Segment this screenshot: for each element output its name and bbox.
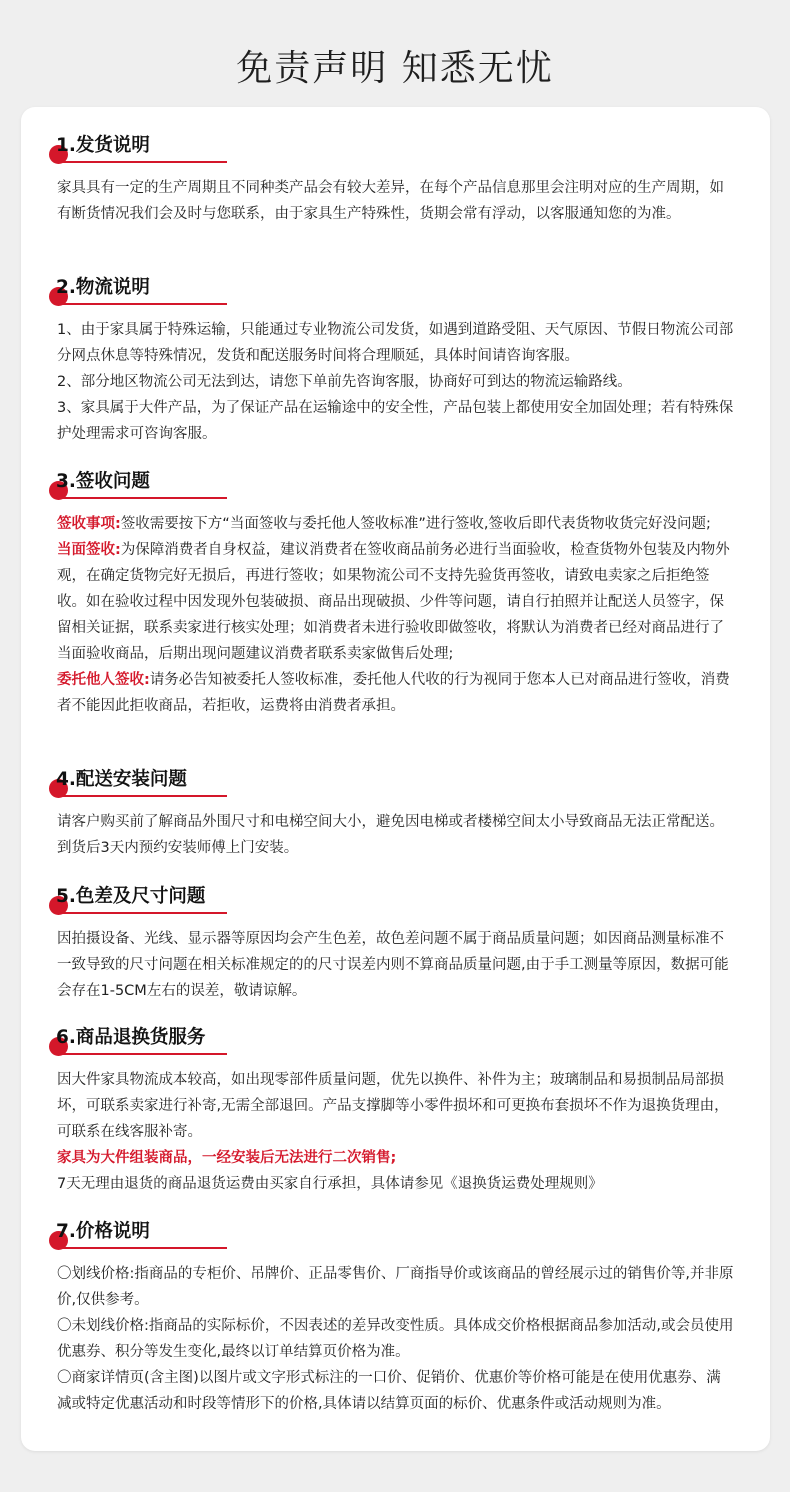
paragraph [57, 1145, 734, 1171]
paragraph: 〇划线价格:指商品的专柜价、吊牌价、正品零售价、厂商指导价或该商品的曾经展示过的销售价等,并非原价,仅供参考。 [57, 1266, 734, 1308]
title-underline [58, 1053, 227, 1055]
paragraph: 家具具有一定的生产周期且不同种类产品会有较大差异，在每个产品信息那里会注明对应的生产周期，如有断货情况我们会及时与您联系，由于家具生产特殊性，货期会常有浮动，以客服通知您的为准。 [57, 180, 724, 222]
paragraph: 1、由于家具属于特殊运输，只能通过专业物流公司发货，如遇到道路受阻、天气原因、节假日物流公司部分网点休息等特殊情况，发货和配送服务时间将合理顺延，具体时间请咨询客服。 [57, 322, 734, 364]
paragraph: 请客户购买前了解商品外围尺寸和电梯空间大小，避免因电梯或者楼梯空间太小导致商品无法正常配送。到货后3天内预约安装师傅上门安装。 [57, 814, 724, 856]
section-body [21, 809, 770, 861]
section-body [21, 511, 770, 719]
paragraph: 因大件家具物流成本较高，如出现零部件质量问题，优先以换件、补件为主；玻璃制品和易损制品局部损坏，可联系卖家进行补寄,无需全部退回。产品支撑脚等小零件损坏和可更换布套损坏不作为退换货理由，可联系在线客服补寄。 [57, 1072, 729, 1140]
section-color-size [21, 880, 770, 1004]
paragraph: 〇未划线价格:指商品的实际标价，不因表述的差异改变性质。具体成交价格根据商品参加活动,或会员使用优惠券、积分等发生变化,最终以订单结算页价格为准。 [57, 1318, 734, 1360]
paragraph: 3、家具属于大件产品，为了保证产品在运输途中的安全性，产品包装上都使用安全加固处理；若有特殊保护处理需求可咨询客服。 [57, 400, 734, 442]
disclaimer-card [21, 107, 770, 1451]
section-body [21, 926, 770, 1004]
title-underline [58, 795, 227, 797]
title-underline [58, 303, 227, 305]
paragraph [57, 511, 734, 537]
paragraph-text: 请务必告知被委托人签收标准，委托他人代收的行为视同于您本人已对商品进行签收，消费者不能因此拒收商品，若拒收，运费将由消费者承担。 [57, 672, 730, 714]
section-header [21, 1021, 770, 1057]
section-signing [21, 465, 770, 719]
section-header [21, 763, 770, 799]
paragraph-text: 签收需要按下方“当面签收与委托他人签收标准”进行签收,签收后即代表货物收货完好没问题; [120, 516, 711, 532]
page-title: 免责声明 知悉无忧 [236, 48, 554, 89]
paragraph-text: 为保障消费者自身权益，建议消费者在签收商品前务必进行当面验收，检查货物外包装及内物外观，在确定货物完好无损后，再进行签收；如果物流公司不支持先验货再签收，请致电卖家之后拒绝签收。如在验收过程中因发现外包装破损、商品出现破损、少件等问题，请自行拍照并让配送人员签字，保留相关证据，联系卖家进行核实处理；如消费者未进行验收即做签收，将默认为消费者已经对商品进行了当面验收商品，后期出现问题建议消费者联系卖家做售后处理; [57, 542, 730, 662]
highlight-label: 家具为大件组装商品，一经安装后无法进行二次销售; [57, 1150, 397, 1166]
paragraph: 2、部分地区物流公司无法到达，请您下单前先咨询客服，协商好可到达的物流运输路线。 [57, 374, 632, 390]
section-title: 5.色差及尺寸问题 [56, 886, 206, 907]
section-logistics [21, 271, 770, 447]
section-header [21, 465, 770, 501]
section-returns [21, 1021, 770, 1197]
title-underline [58, 912, 227, 914]
section-body [21, 1261, 770, 1417]
paragraph: 7天无理由退货的商品退货运费由买家自行承担，具体请参见《退换货运费处理规则》 [57, 1176, 603, 1192]
paragraph: 因拍摄设备、光线、显示器等原因均会产生色差，故色差问题不属于商品质量问题；如因商品测量标准不一致导致的尺寸问题在相关标准规定的的尺寸误差内则不算商品质量问题,由于手工测量等原因，数据可能会存在1-5CM左右的误差，敬请谅解。 [57, 931, 729, 999]
section-body [21, 1067, 770, 1197]
section-pricing [21, 1215, 770, 1417]
section-title: 4.配送安装问题 [56, 769, 187, 790]
section-title: 3.签收问题 [56, 471, 150, 492]
paragraph: 〇商家详情页(含主图)以图片或文字形式标注的一口价、促销价、优惠价等价格可能是在使用优惠券、满减或特定优惠活动和时段等情形下的价格,具体请以结算页面的标价、优惠条件或活动规则为准。 [57, 1370, 721, 1412]
section-body [21, 317, 770, 447]
section-header [21, 271, 770, 307]
section-body [21, 175, 770, 227]
section-header [21, 880, 770, 916]
title-underline [58, 1247, 227, 1249]
section-header [21, 129, 770, 165]
section-title: 6.商品退换货服务 [56, 1027, 206, 1048]
section-title: 7.价格说明 [56, 1221, 150, 1242]
paragraph [57, 667, 734, 719]
highlight-label: 签收事项: [57, 516, 121, 532]
section-delivery-installation [21, 763, 770, 861]
title-underline [58, 161, 227, 163]
section-shipping [21, 129, 770, 227]
highlight-label: 委托他人签收: [57, 672, 150, 688]
section-title: 2.物流说明 [56, 277, 150, 298]
highlight-label: 当面签收: [57, 542, 121, 558]
paragraph [57, 537, 734, 667]
section-header [21, 1215, 770, 1251]
section-title: 1.发货说明 [56, 135, 150, 156]
title-underline [58, 497, 227, 499]
